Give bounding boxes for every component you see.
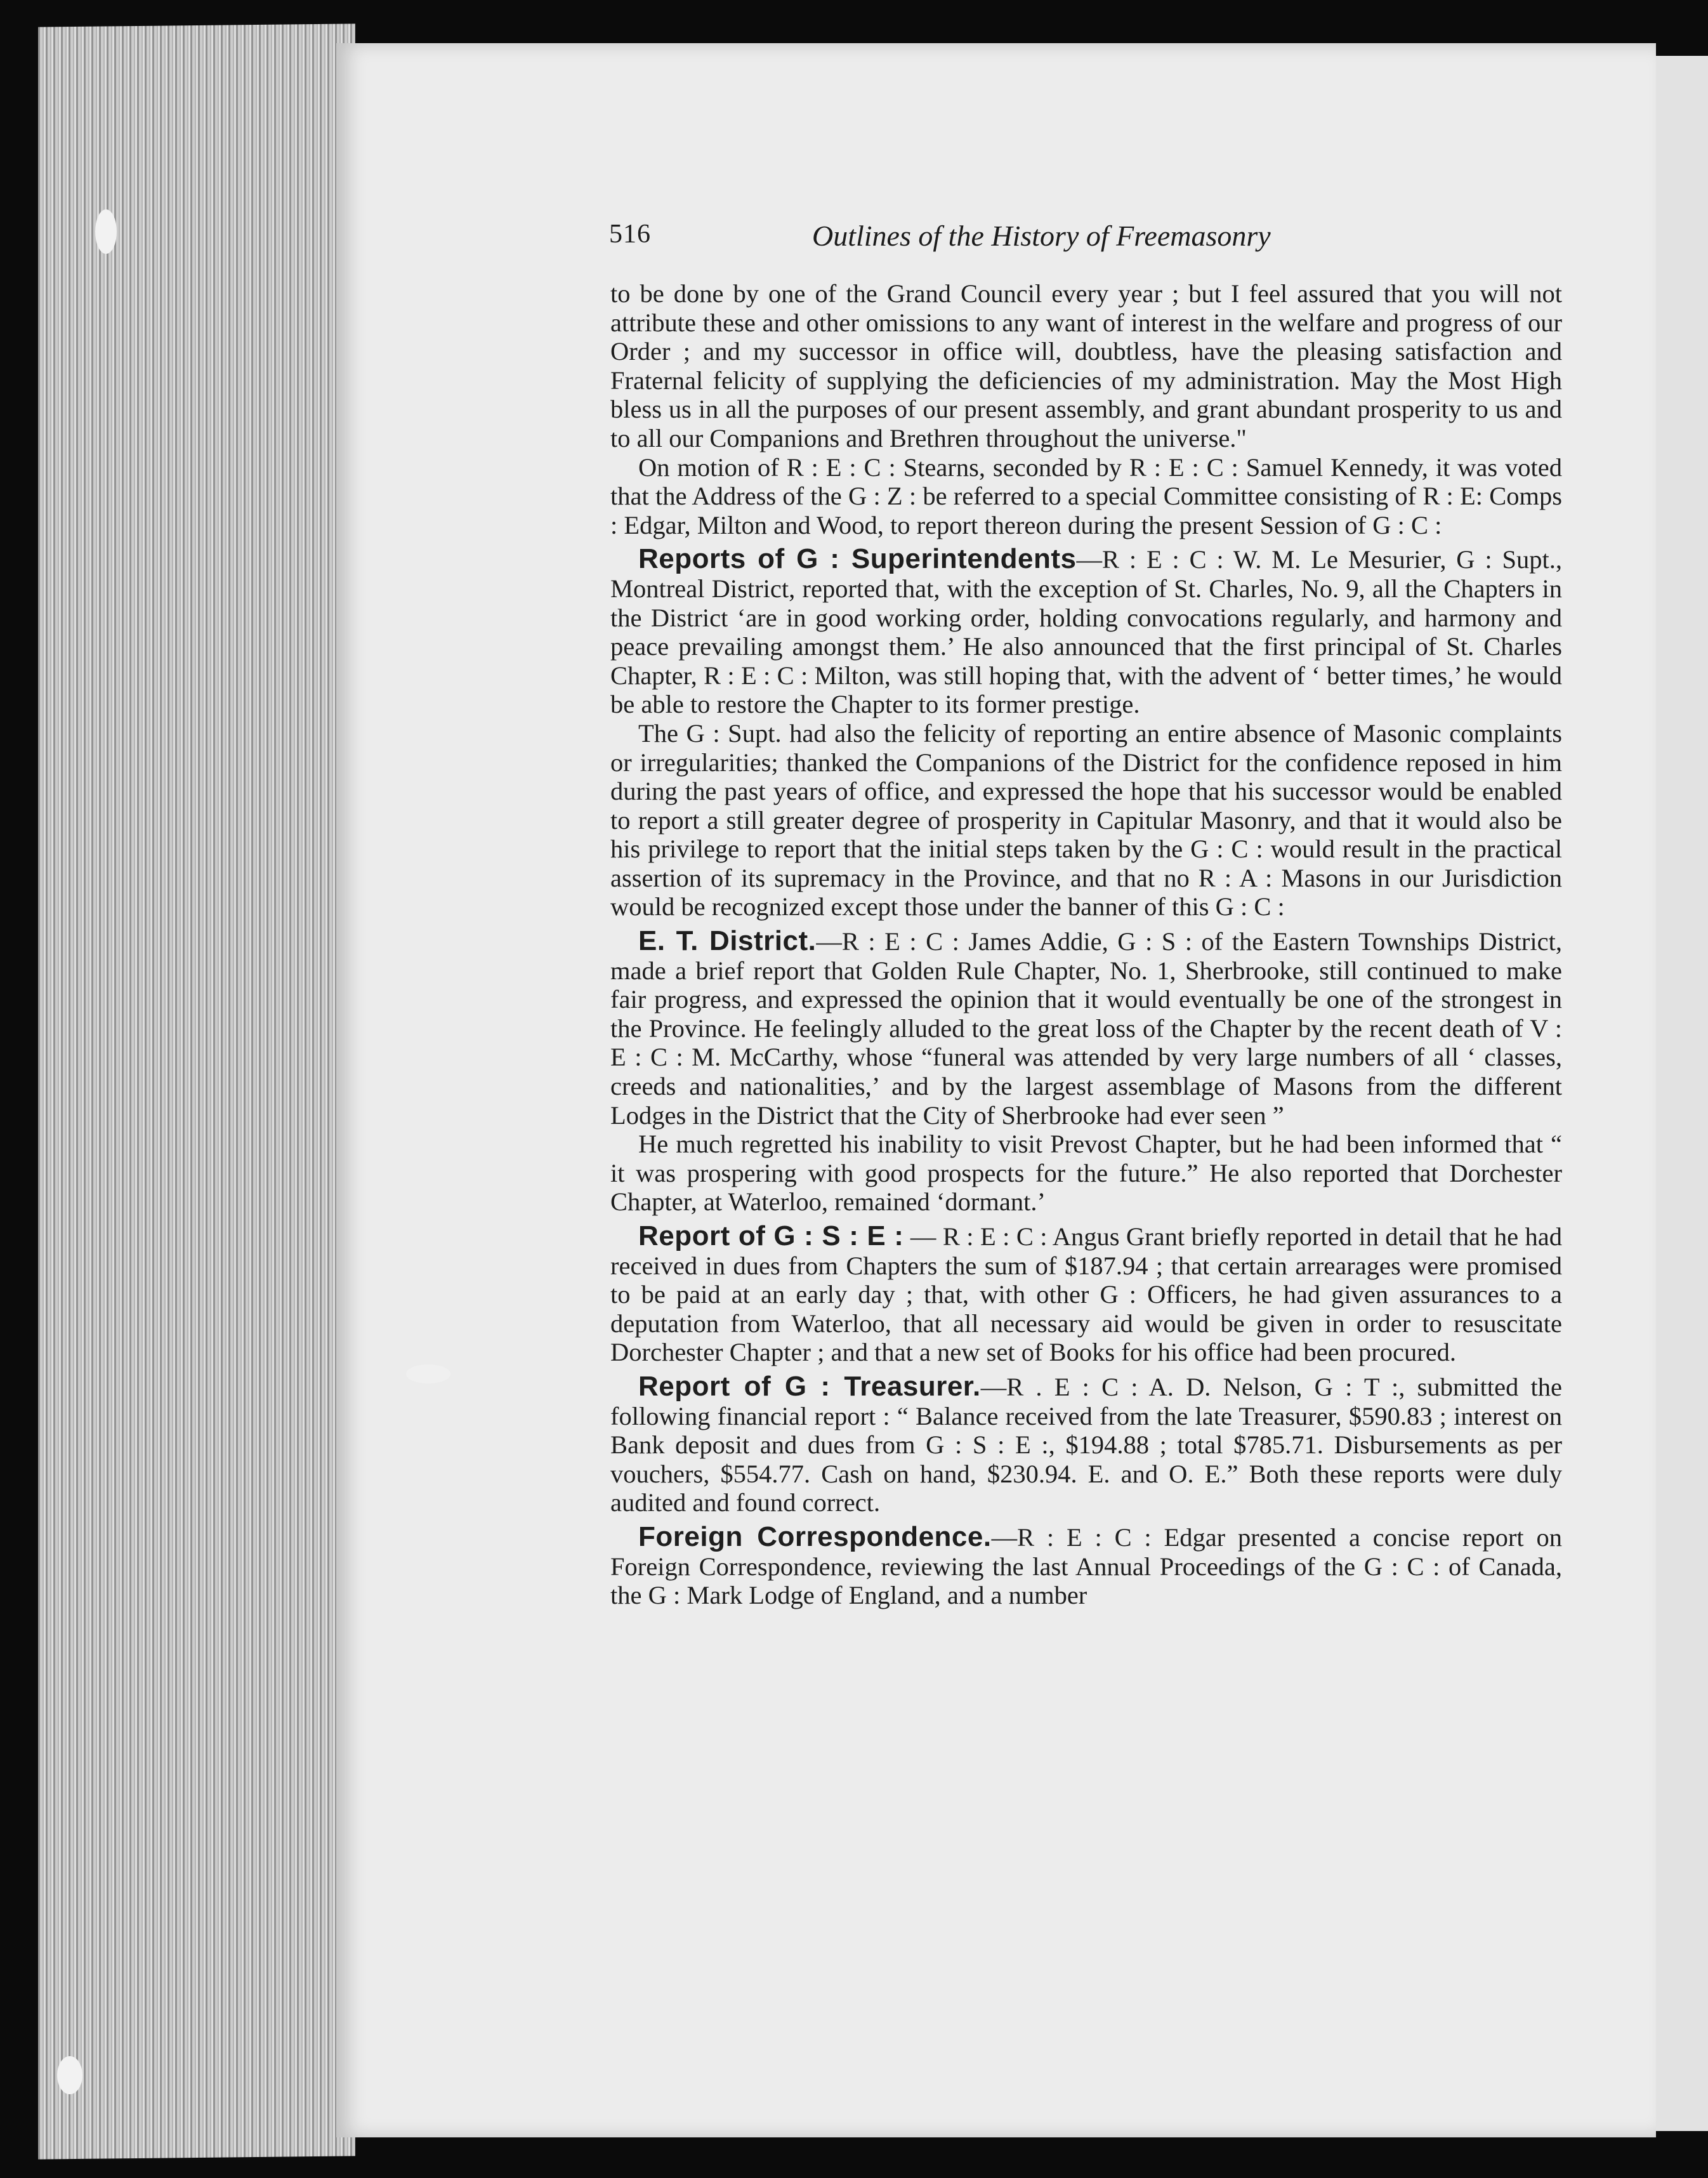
scan-speck <box>406 1364 450 1383</box>
running-title: Outlines of the History of Freemasonry <box>812 220 1271 252</box>
paragraph: to be done by one of the Grand Council every year ; but I feel assured that you will not attribute these and other omissions to any want of interest in the welfare and progress of our Order ; and my successor in office will, doubtless, have the pleasing satisfaction and Fraternal felicity of supplying the deficiencies of my administration. May the Most High bless us in all the purposes of our present assembly, and grant abundant prosperity to us and to all our Companions and Brethren throughout the universe." <box>610 279 1562 452</box>
section-text: —R : E : C : James Addie, G : S : of the Eastern Townships District, made a brief report that Golden Rule Chapter, No. 1, Sherbrooke, still continued to make fair progress, and expressed the opinion that it would eventually be one of the strongest in the Province. He feelingly alluded to the great loss of the Chapter by the recent death of V : E : C : M. McCarthy, whose “funeral was attended by very large numbers of all ‘ classes, creeds and nationalities,’ and by the largest assemblage of Masons from the different Lodges in the District that the City of Sherbrooke had ever seen ” <box>610 927 1562 1130</box>
section-superintendents <box>610 544 1562 719</box>
section-et-district <box>610 927 1562 1130</box>
page-edges <box>38 23 355 2159</box>
section-treasurer-report <box>610 1372 1562 1517</box>
section-text: —R . E : C : A. D. Nelson, G : T :, submitted the following financial report : “ Balance received from the late Treasurer, $590.83 ; interest on Bank deposit and dues from G : S : E :, $194.88 ; total $785.71. Disbursements as per vouchers, $554.77. Cash on hand, $230.94. E. and O. E.” Both these reports were duly audited and found correct. <box>610 1372 1562 1517</box>
paragraph: On motion of R : E : C : Stearns, seconded by R : E : C : Samuel Kennedy, it was voted that the Address of the G : Z : be referred to a special Committee consisting of R : E: Comps : Edgar, Milton and Wood, to report thereon during the present Session of G : C : <box>610 452 1562 539</box>
page-header <box>609 219 1370 257</box>
scan-speck <box>57 2056 82 2094</box>
section-text: —R : E : C : W. M. Le Mesurier, G : Supt., Montreal District, reported that, with the exception of St. Charles, No. 9, all the Chapters in the District ‘are in good working order, holding convocations regularly, and harmony and peace prevailing amongst them.’ He also announced that the first principal of St. Charles Chapter, R : E : C : Milton, was still hoping that, with the advent of ‘ better times,’ he would be able to restore the Chapter to its former prestige. <box>610 545 1562 719</box>
section-text: — R : E : C : Angus Grant briefly reported in detail that he had received in dues from Chapters the sum of $187.94 ; that certain arrearages were promised to be paid at an early day ; that, with other G : Officers, he had given assurances to a deputation from Waterloo, that all necessary aid would be given in order to resuscitate Dorchester Chapter ; and that a new set of Books for his office had been procured. <box>610 1222 1562 1367</box>
section-foreign-correspondence <box>610 1522 1562 1610</box>
section-heading: Report of G : S : E : <box>638 1220 904 1251</box>
section-heading: Report of G : Treasurer. <box>638 1370 981 1402</box>
paragraph: He much regretted his inability to visit Prevost Chapter, but he had been informed that “ it was prospering with good prospects for the future.” He also reported that Dorchester Chapter, at Waterloo, remained ‘dormant.’ <box>610 1130 1562 1217</box>
page-number: 516 <box>609 220 651 249</box>
scan-speck <box>95 209 117 254</box>
paragraph: The G : Supt. had also the felicity of reporting an entire absence of Masonic complaints or irregularities; thanked the Companions of the District for the confidence reposed in him during the past years of office, and expressed the hope that his successor would be enabled to report a still greater degree of prosperity in Capitular Masonry, and that it would also be his privilege to report that the initial steps taken by the G : C : would result in the practical assertion of its supremacy in the Province, and that no R : A : Masons in our Jurisdiction would be recognized except those under the banner of this G : C : <box>610 718 1562 921</box>
facing-page-edge <box>1650 56 1708 2131</box>
section-heading: Foreign Correspondence. <box>638 1521 992 1552</box>
body-text <box>610 279 1562 1610</box>
section-gse-report <box>610 1222 1562 1367</box>
section-text: —R : E : C : Edgar presented a concise report on Foreign Correspondence, reviewing the last Annual Proceedings of the G : C : of Canada, the G : Mark Lodge of England, and a number <box>610 1522 1562 1610</box>
section-heading: E. T. District. <box>638 925 817 957</box>
section-heading: Reports of G : Superintendents <box>638 543 1077 575</box>
